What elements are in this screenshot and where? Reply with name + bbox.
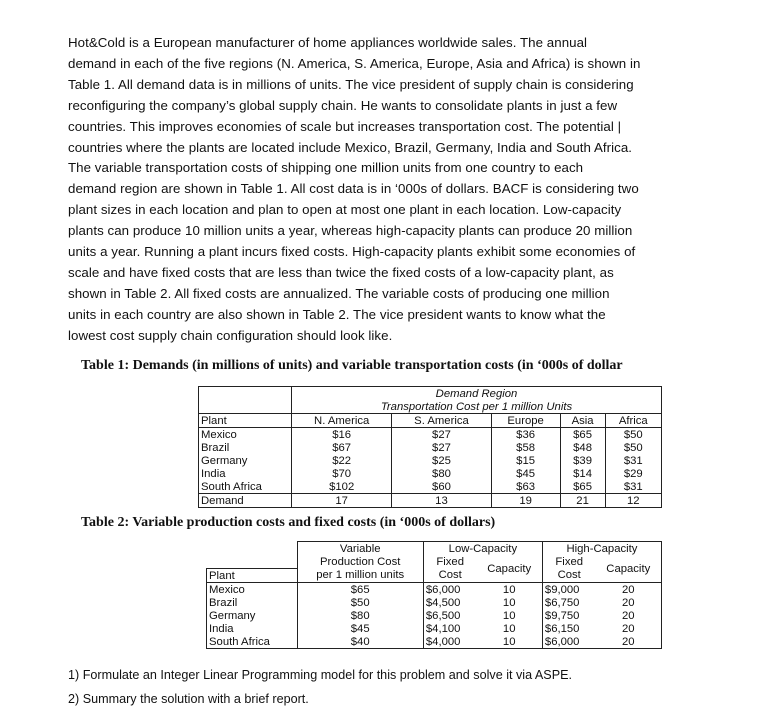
table2-high-fixed: $9,000 [542, 583, 595, 597]
table1-cell: $31 [605, 480, 661, 494]
table-row [207, 635, 662, 649]
table2-high-fixed: $9,750 [544, 609, 580, 622]
table1-cell: $102 [292, 480, 392, 494]
table2-header-capacity: Capacity [477, 555, 543, 583]
table2-low-fixed: $4,000 [423, 635, 476, 649]
table-row [207, 609, 662, 622]
table1-group-header: Demand Region [292, 387, 662, 401]
table1-cell: $60 [392, 480, 491, 494]
table2-high-cap: 20 [596, 635, 662, 649]
table1-cell: $25 [392, 454, 491, 467]
table2-low-cap: 10 [477, 609, 543, 622]
table2-high-fixed: $6,000 [542, 635, 595, 649]
table2-header-variable: Production Cost [297, 555, 423, 569]
table2-high-cap: 20 [596, 622, 662, 635]
table2-caption: Table 2: Variable production costs and fixed costs (in ‘000s of dollars) [81, 515, 496, 530]
table1-cell: $14 [560, 467, 605, 480]
table-row [207, 596, 662, 609]
table-row [199, 454, 662, 467]
table2-header-capacity: Capacity [596, 555, 662, 583]
table2-var-cost: $80 [297, 609, 423, 622]
table1-plant: India [199, 467, 292, 480]
table1-plant: Brazil [199, 441, 292, 454]
table2-var-cost: $45 [297, 622, 423, 635]
table2-low-fixed: $6,500 [425, 609, 461, 622]
table2-production-fixed [206, 541, 662, 649]
table2-plant: India [207, 622, 298, 635]
table1-cell: $36 [491, 428, 560, 442]
table2-high-cap: 20 [596, 583, 662, 597]
table2-low-cap: 10 [477, 635, 543, 649]
table1-plant: Mexico [199, 428, 292, 442]
table1-cell: $31 [605, 454, 661, 467]
table1-sub-header: Transportation Cost per 1 million Units [292, 400, 662, 414]
table2-low-cap: 10 [477, 583, 543, 597]
table1-cell: $65 [560, 480, 605, 494]
problem-line: plant sizes in each location and plan to open at most one plant in each location. Low-capacity [68, 202, 622, 218]
table1-plant: Germany [199, 454, 292, 467]
table2-var-cost: $40 [297, 635, 423, 649]
table2-header-cost: Cost [557, 569, 581, 582]
table1-corner [199, 387, 292, 401]
table2-header-fixed: Fixed [436, 555, 464, 568]
problem-line: plants can produce 10 million units a year, whereas high-capacity plants can produce 20 million [68, 223, 633, 239]
table1-cell: $16 [292, 428, 392, 442]
table1-cell: $80 [392, 467, 491, 480]
table2-plant: Mexico [207, 583, 298, 597]
table2-header-variable: Variable [297, 542, 423, 556]
table-row [199, 494, 662, 508]
table-row [207, 583, 662, 597]
problem-line: reconfiguring the company’s global supply chain. He wants to consolidate plants in just a few [68, 97, 618, 113]
table1-cell: $50 [605, 441, 661, 454]
table1-plant: South Africa [199, 480, 292, 494]
table2-header-plant: Plant [207, 569, 298, 583]
table2-plant: South Africa [207, 635, 298, 649]
problem-line: shown in Table 2. All fixed costs are annualized. The variable costs of producing one million [68, 285, 610, 301]
table1-cell: $67 [292, 441, 392, 454]
table1-demand-cell: 12 [605, 494, 661, 508]
table-row [199, 428, 662, 442]
problem-line: countries. This improves economies of scale but increases transportation cost. The potential | [68, 118, 622, 134]
table2-header-variable: per 1 million units [297, 569, 423, 583]
table1-cell: $15 [491, 454, 560, 467]
table1-col-header: Asia [560, 414, 605, 428]
table2-corner [207, 542, 298, 556]
problem-line: units in each country are also shown in Table 2. The vice president wants to know what the [68, 306, 606, 322]
table-row [199, 480, 662, 494]
table1-cell: $70 [292, 467, 392, 480]
table1-corner [199, 400, 292, 414]
table-row [207, 622, 662, 635]
table1-demand-cell: 21 [560, 494, 605, 508]
table1-cell: $50 [605, 428, 661, 442]
table1-cell: $27 [392, 428, 491, 442]
problem-line: Hot&Cold is a European manufacturer of home appliances worldwide sales. The annual [68, 35, 588, 50]
table2-var-cost: $50 [297, 596, 423, 609]
table1-demand-transport [198, 386, 662, 508]
table1-cell: $39 [560, 454, 605, 467]
table2-header-fixed: Fixed [555, 555, 584, 568]
problem-line: lowest cost supply chain configuration should look like. [68, 327, 393, 343]
table1-caption: Table 1: Demands (in millions of units) and variable transportation costs (in ‘000s of dollar [81, 358, 623, 373]
table1-cell: $27 [392, 441, 491, 454]
question-2: 2) Summary the solution with a brief report. [68, 692, 309, 706]
table2-high-cap: 20 [596, 596, 662, 609]
questions [68, 663, 572, 711]
table1-demand-label: Demand [199, 494, 292, 508]
problem-line: The variable transportation costs of shipping one million units from one country to each [68, 160, 584, 176]
table2-high-cap: 20 [596, 609, 662, 622]
table2-header-high: High-Capacity [542, 542, 661, 556]
table2-high-fixed: $6,750 [544, 596, 580, 609]
table1-col-header: Plant [199, 414, 292, 428]
table1-cell: $22 [292, 454, 392, 467]
table2-corner [207, 555, 298, 569]
table1-cell: $45 [491, 467, 560, 480]
problem-line: countries where the plants are located include Mexico, Brazil, Germany, India and South Africa. [68, 139, 633, 155]
table1-demand-cell: 19 [491, 494, 560, 508]
table2-var-cost: $65 [297, 583, 423, 597]
table2-high-fixed: $6,150 [544, 622, 580, 635]
table1-col-header: N. America [292, 414, 392, 428]
table1-demand-cell: 13 [392, 494, 491, 508]
table1-cell: $48 [560, 441, 605, 454]
table2-header-cost: Cost [438, 569, 462, 582]
table2-plant: Germany [207, 609, 298, 622]
problem-statement [68, 33, 693, 347]
table1-col-header: S. America [392, 414, 491, 428]
table2-low-cap: 10 [477, 622, 543, 635]
problem-line: scale and have fixed costs that are less than twice the fixed costs of a low-capacity plant, as [68, 264, 614, 280]
problem-line: demand in each of the five regions (N. America, S. America, Europe, Asia and Africa) is shown in [68, 55, 641, 71]
table1-demand-cell: 17 [292, 494, 392, 508]
question-1: 1) Formulate an Integer Linear Programming model for this problem and solve it via ASPE. [68, 668, 572, 682]
table2-plant: Brazil [207, 596, 298, 609]
problem-line: units a year. Running a plant incurs fixed costs. High-capacity plants exhibit some economies of [68, 244, 636, 260]
table1-col-header: Africa [605, 414, 661, 428]
table-row [199, 441, 662, 454]
table2-low-fixed: $4,500 [425, 596, 461, 609]
table1-cell: $29 [605, 467, 661, 480]
table1-cell: $65 [560, 428, 605, 442]
table2-low-fixed: $4,100 [425, 622, 461, 635]
table2-low-cap: 10 [477, 596, 543, 609]
table1-cell: $63 [491, 480, 560, 494]
problem-line: Table 1. All demand data is in millions of units. The vice president of supply chain is considering [68, 76, 634, 92]
table1-cell: $58 [491, 441, 560, 454]
table-row [199, 467, 662, 480]
table2-header-low: Low-Capacity [423, 542, 542, 556]
table2-low-fixed: $6,000 [423, 583, 476, 597]
problem-line: demand region are shown in Table 1. All cost data is in ‘000s of dollars. BACF is considering two [68, 181, 639, 197]
table1-col-header: Europe [491, 414, 560, 428]
